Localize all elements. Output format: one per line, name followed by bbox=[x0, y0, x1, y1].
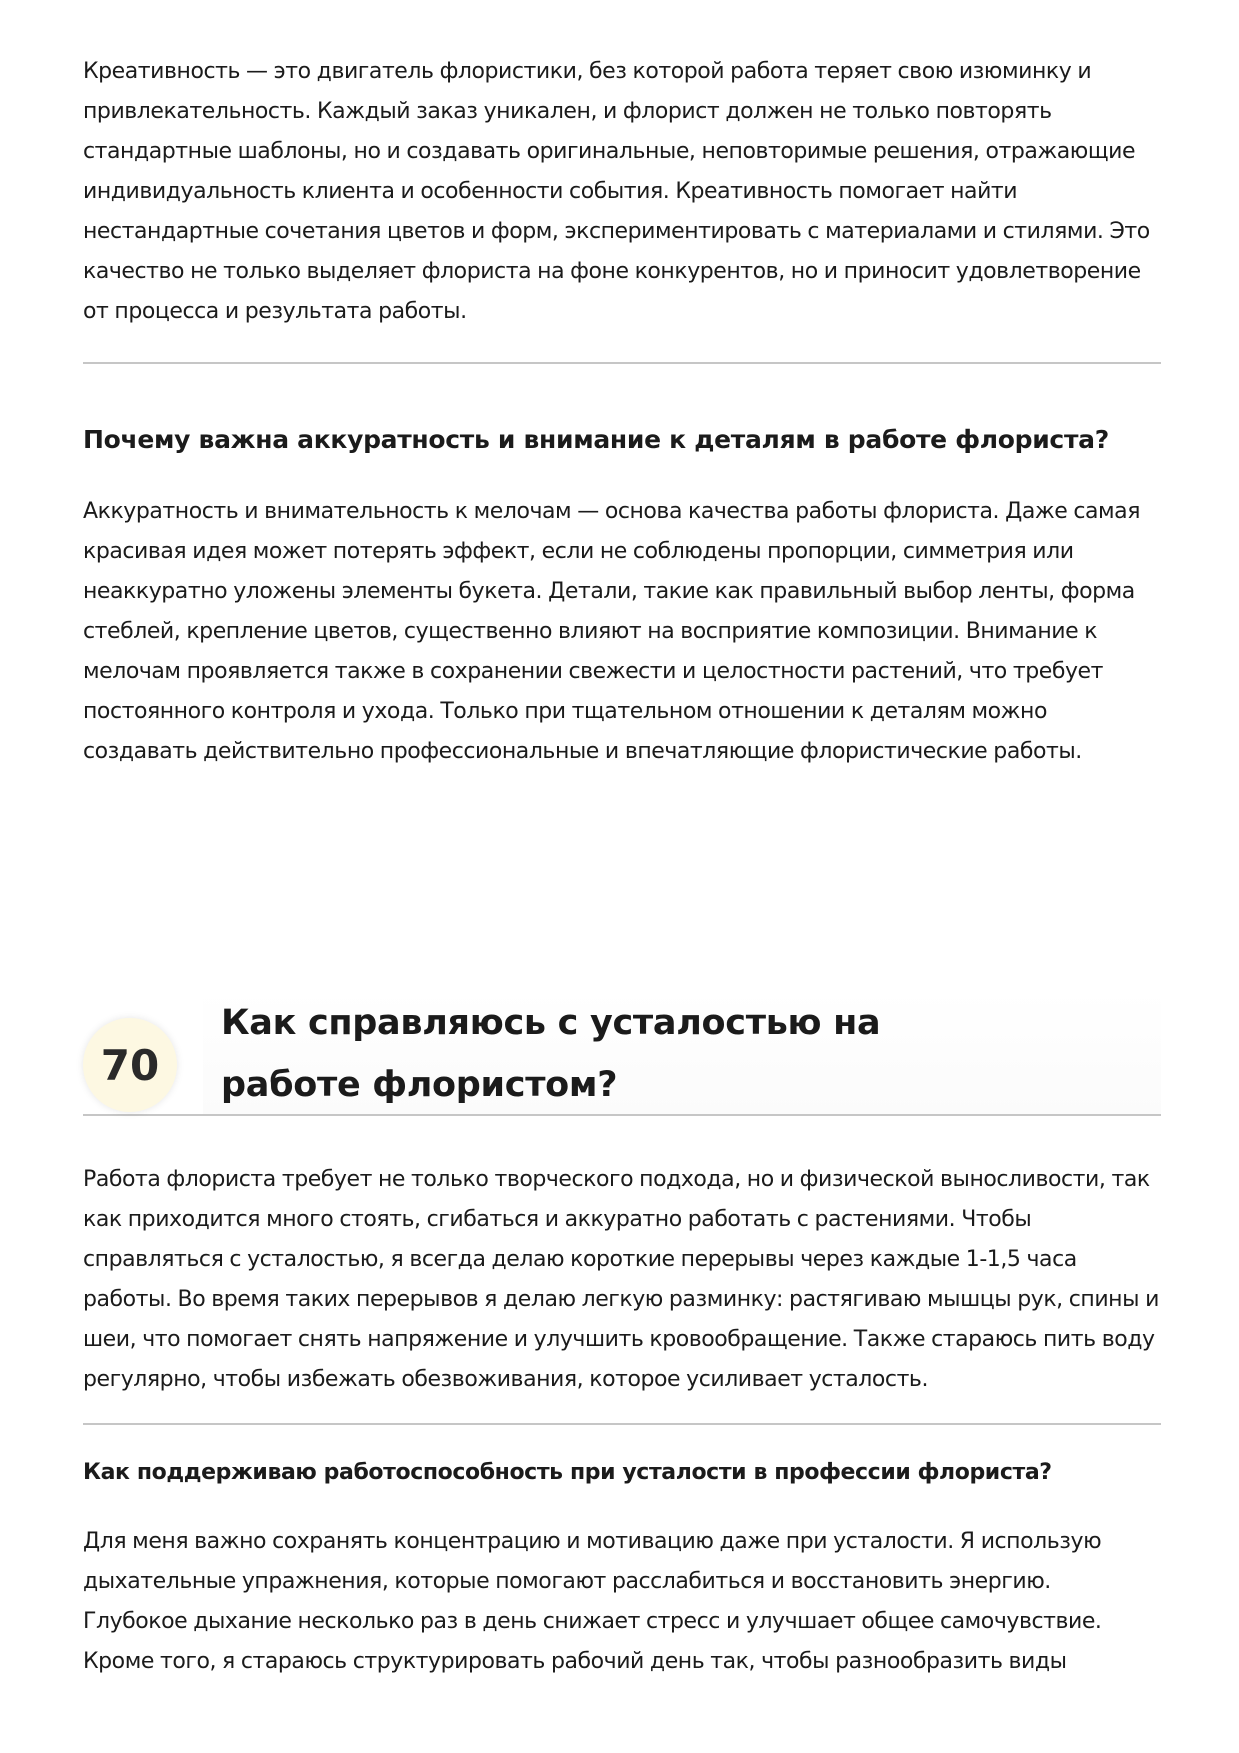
section-divider bbox=[83, 362, 1161, 364]
section-header bbox=[83, 992, 1161, 1116]
section-divider bbox=[83, 1423, 1161, 1425]
section-title: Как справляюсь с усталостью на работе флористом? bbox=[221, 1003, 881, 1105]
section-paragraph: Работа флориста требует не только творческого подхода, но и физической выносливости, так как приходится много стоять, сгибаться и аккуратно работать с растениями. Чтобы справляться с усталостью, я всегда делаю короткие перерывы через каждые 1-1,5 часа работы. Во время таких перерывов я делаю легкую разминку: растягиваю мышцы рук, спины и шеи, что помогает снять напряжение и улучшить кровообращение. Также стараюсь пить воду регулярно, чтобы избежать обезвоживания, которое усиливает усталость. bbox=[83, 1167, 1159, 1392]
intro-paragraph: Креативность — это двигатель флористики, без которой работа теряет свою изюминку и привлекательность. Каждый заказ уникален, и флорист должен не только повторять стандартные шаблоны, но и создавать оригинальные, неповторимые решения, отражающие индивидуальность клиента и особенности события. Креативность помогает найти нестандартные сочетания цветов и форм, экспериментировать с материалами и стилями. Это качество не только выделяет флориста на фоне конкурентов, но и приносит удовлетворение от процесса и результата работы. bbox=[83, 59, 1150, 324]
section-number-badge: 70 bbox=[83, 1018, 177, 1112]
subsection-paragraph: Для меня важно сохранять концентрацию и мотивацию даже при усталости. Я использую дыхательные упражнения, которые помогают расслабиться и восстановить энергию. Глубокое дыхание несколько раз в день снижает стресс и улучшает общее самочувствие. Кроме того, я стараюсь структурировать рабочий день так, чтобы разнообразить виды bbox=[83, 1529, 1102, 1674]
subsection-heading: Как поддерживаю работоспособность при усталости в профессии флориста? bbox=[83, 1460, 1052, 1485]
subsection-heading: Почему важна аккуратность и внимание к деталям в работе флориста? bbox=[83, 425, 1109, 454]
subsection-paragraph: Аккуратность и внимательность к мелочам — основа качества работы флориста. Даже самая красивая идея может потерять эффект, если не соблюдены пропорции, симметрия или неаккуратно уложены элементы букета. Детали, такие как правильный выбор ленты, форма стеблей, крепление цветов, существенно влияют на восприятие композиции. Внимание к мелочам проявляется также в сохранении свежести и целостности растений, что требует постоянного контроля и ухода. Только при тщательном отношении к деталям можно создавать действительно профессиональные и впечатляющие флористические работы. bbox=[83, 499, 1141, 764]
